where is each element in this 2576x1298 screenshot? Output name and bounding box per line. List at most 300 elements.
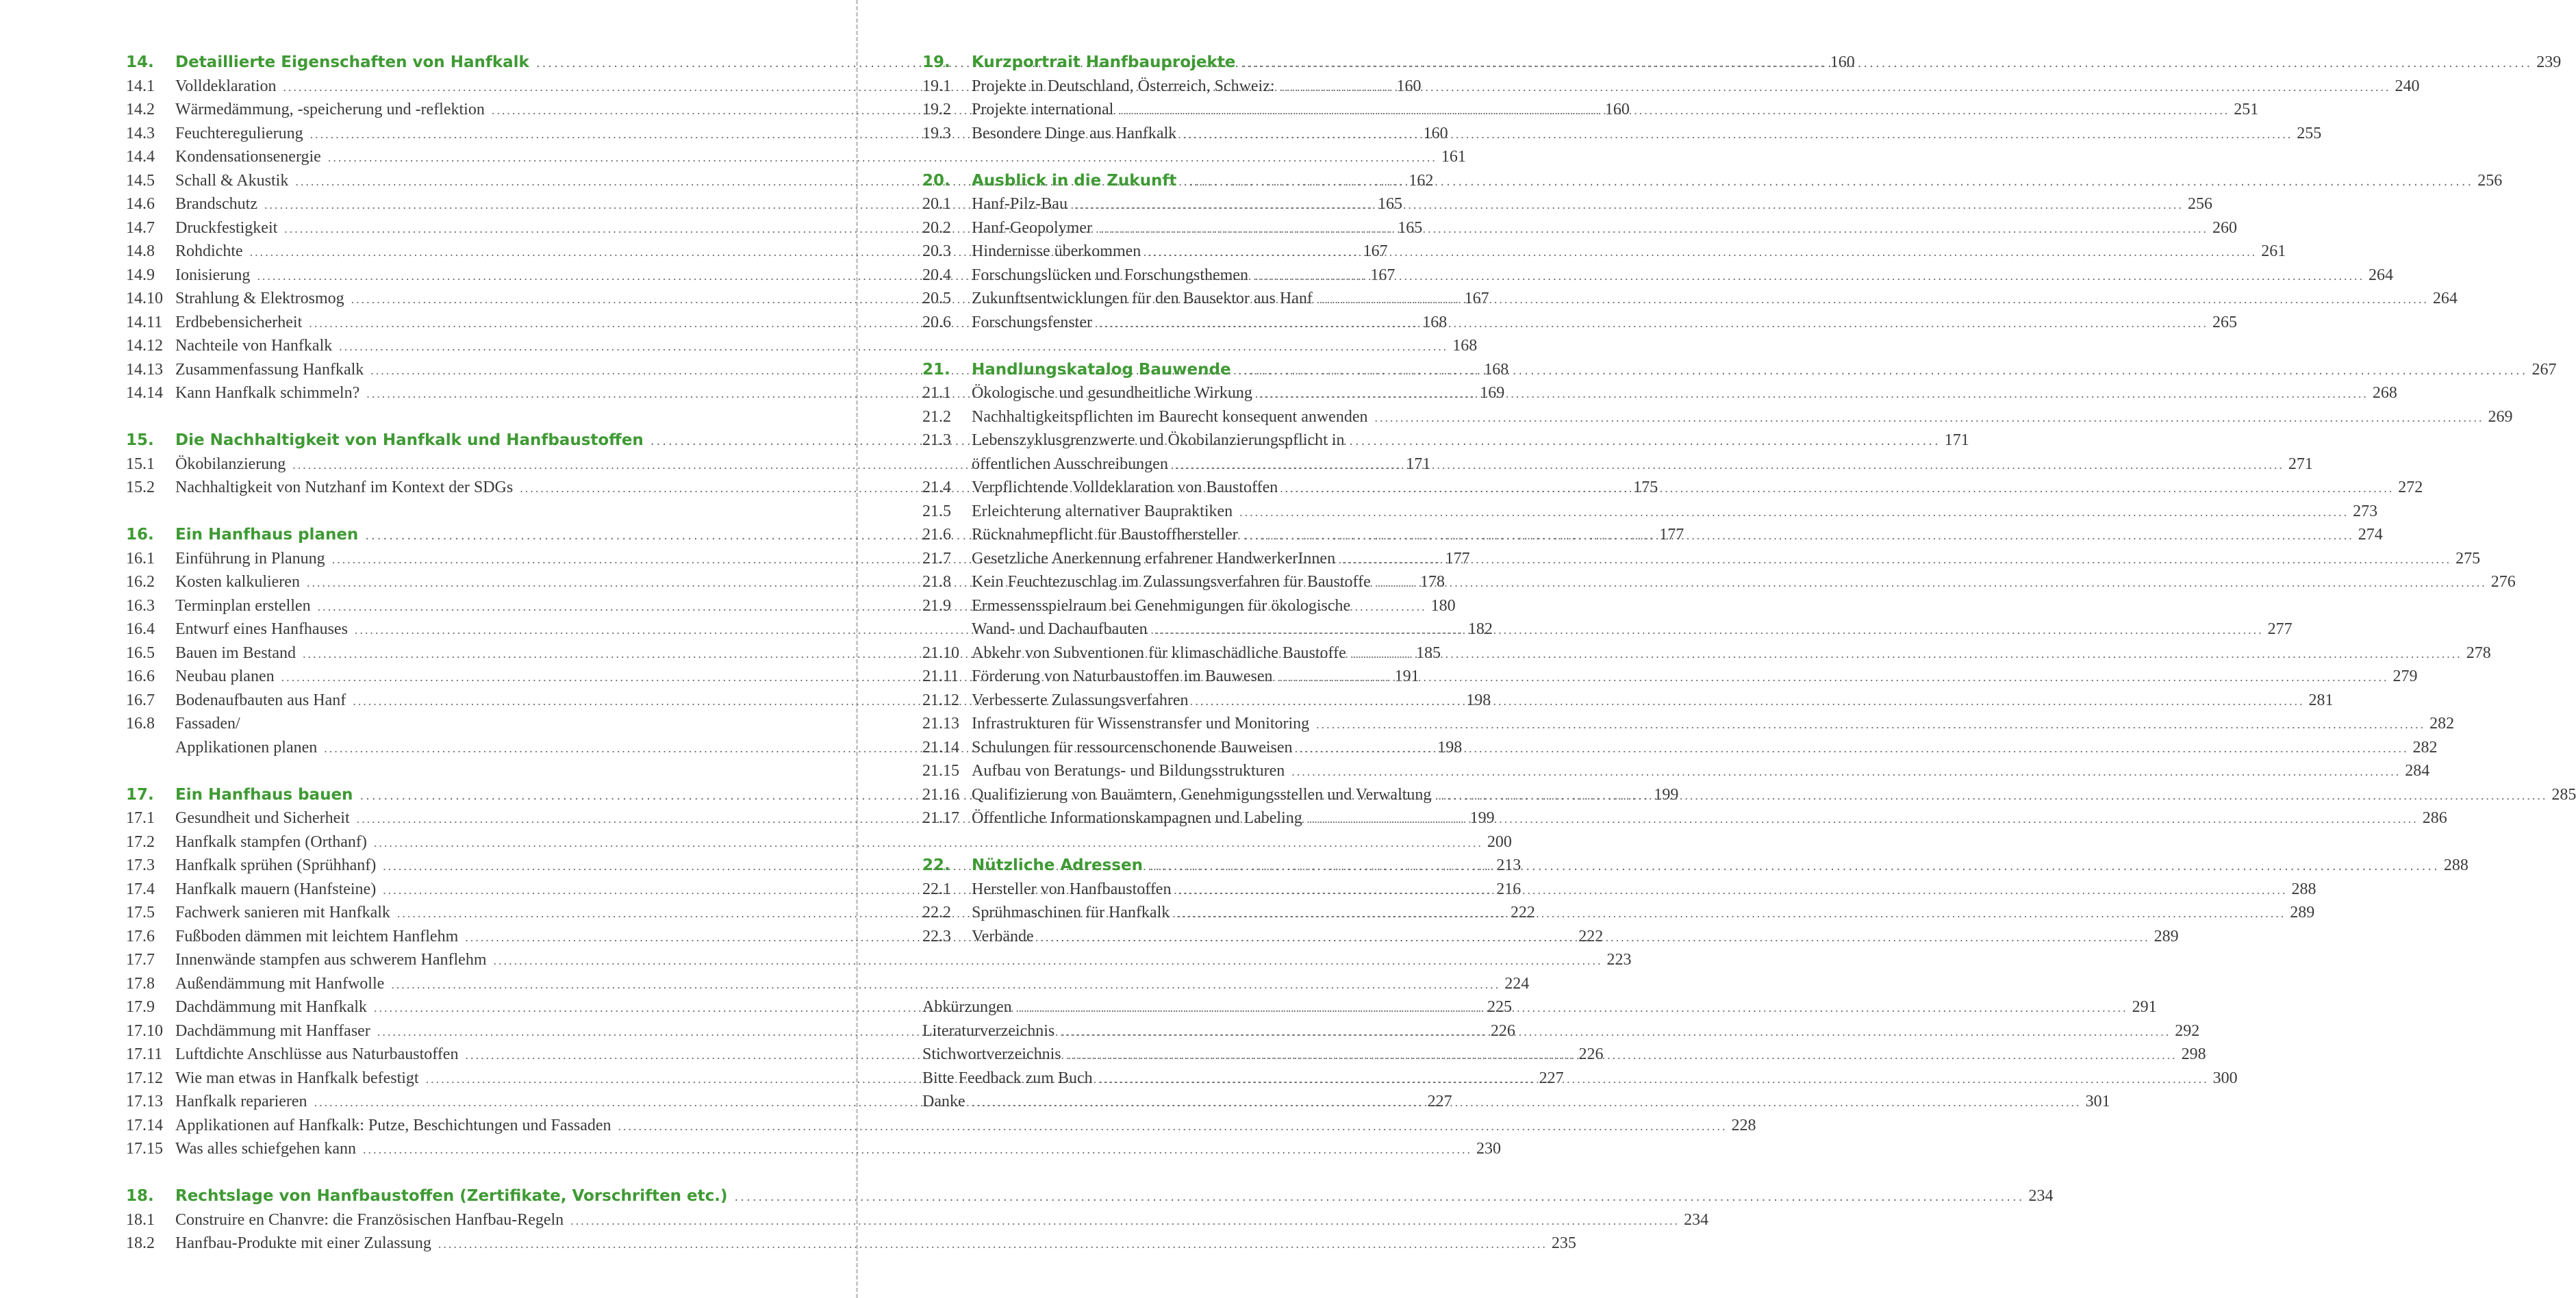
entry-number: 14. <box>126 53 154 71</box>
dot-leader <box>1183 123 2293 147</box>
entry-title: Rohdichte <box>175 242 243 260</box>
page-number: 264 <box>2432 290 2458 307</box>
page-number: 289 <box>2154 927 2179 945</box>
dot-leader <box>1120 99 2230 123</box>
toc-entry[interactable] <box>126 712 785 736</box>
toc-entry[interactable] <box>126 830 1512 854</box>
dot-leader <box>1300 737 2409 761</box>
entry-title: Ein Hanfhaus bauen <box>175 785 353 804</box>
appendix-entry[interactable] <box>922 1090 2110 1114</box>
entry-number: 17.4 <box>126 880 155 898</box>
entry-number: 22.2 <box>922 904 951 921</box>
page-number: 199 <box>1469 809 1495 827</box>
dot-leader <box>1041 926 2150 950</box>
page-number: 265 <box>2212 313 2237 331</box>
entry-number: 14.11 <box>126 313 163 331</box>
toc-entry[interactable] <box>922 878 2316 902</box>
page-number: 272 <box>2398 479 2423 496</box>
entry-title: Dachdämmung mit Hanfkalk <box>175 998 367 1016</box>
entry-title: Hanf-Pilz-Bau <box>972 195 1068 213</box>
entry-number: 17.2 <box>126 832 155 851</box>
entry-number: 21.2 <box>922 407 951 426</box>
entry-number: 16.8 <box>126 715 155 733</box>
dot-leader <box>1150 855 2440 879</box>
dot-leader <box>1279 665 2388 689</box>
appendix-entry[interactable] <box>922 1019 2200 1043</box>
page-number: 198 <box>1466 691 1491 709</box>
entry-number: 21.17 <box>922 809 959 827</box>
entry-title: Hindernisse überkommen <box>972 242 1141 260</box>
dot-leader <box>618 1115 1728 1138</box>
page-number: 167 <box>1464 290 1489 307</box>
dot-leader <box>1175 453 2284 477</box>
entry-title: Verpflichtende Volldeklaration von Baustoffen <box>972 479 1278 496</box>
dot-leader <box>1374 406 2484 430</box>
dot-leader <box>1342 548 2451 572</box>
entry-number: 14.8 <box>126 242 155 260</box>
dot-leader <box>1291 760 2401 784</box>
page-number: 230 <box>1476 1140 1501 1158</box>
entry-title: Volldeklaration <box>175 77 277 95</box>
entry-number: 15. <box>126 431 154 449</box>
entry-title: Infrastrukturen für Wissenstransfer und Monitoring <box>972 715 1310 733</box>
page-number: 273 <box>2353 502 2378 520</box>
toc-entry[interactable] <box>922 122 2322 146</box>
dot-leader <box>438 1232 1548 1256</box>
dot-leader <box>1099 217 2208 241</box>
entry-title: Erdbebensicherheit <box>175 313 303 331</box>
entry-number: 20.1 <box>922 195 951 213</box>
toc-entry[interactable] <box>922 287 2458 311</box>
entry-title: Kosten kalkulieren <box>175 573 300 591</box>
entry-number: 20.6 <box>922 313 951 331</box>
entry-title: Gesetzliche Anerkennung erfahrener HandwerkerInnen <box>972 549 1336 568</box>
entry-number: 21. <box>922 360 950 379</box>
entry-title: Hanf-Geopolymer <box>972 218 1092 237</box>
page-number: 274 <box>2358 526 2383 544</box>
page-number: 256 <box>2187 195 2212 213</box>
page-number: 281 <box>2308 691 2334 709</box>
entry-title: Ionisierung <box>175 266 251 284</box>
page-number: 279 <box>2392 667 2418 685</box>
entry-title: Projekte in Deutschland, Österreich, Schweiz: <box>972 77 1275 95</box>
entry-title: Terminplan erstellen <box>175 596 311 615</box>
entry-title: Verbesserte Zulassungsverfahren <box>972 691 1189 709</box>
entry-number: 21.7 <box>922 549 951 568</box>
entry-title: Zusammenfassung Hanfkalk <box>175 360 364 379</box>
toc-entry[interactable] <box>922 216 2237 240</box>
toc-entry[interactable] <box>922 665 2418 689</box>
entry-title: Schulungen für ressourcenschonende Bauweisen <box>972 738 1293 756</box>
page-number: 226 <box>1490 1021 1515 1040</box>
entry-number: 19. <box>922 53 950 71</box>
entry-title: Was alles schiefgehen kann <box>175 1140 356 1158</box>
page-number: 175 <box>1633 479 1658 496</box>
entry-title: Qualifizierung von Bauämtern, Genehmigungsstellen und Verwaltung <box>972 785 1432 804</box>
entry-number: 20.2 <box>922 218 951 237</box>
toc-entry[interactable] <box>922 547 2481 571</box>
page-number: 213 <box>1496 856 1521 874</box>
toc-entry[interactable] <box>922 500 2378 524</box>
chapter-heading[interactable] <box>126 1184 2054 1208</box>
page-number: 165 <box>1398 218 1423 237</box>
page-number: 269 <box>2488 407 2513 426</box>
entry-title: Strahlung & Elektrosmog <box>175 290 344 307</box>
entry-number: 14.9 <box>126 266 155 284</box>
entry-title: Erleichterung alternativer Baupraktiken <box>972 502 1233 520</box>
entry-title: Fassaden/ <box>175 715 240 733</box>
toc-entry[interactable] <box>922 712 2455 736</box>
dot-leader <box>1176 902 2286 926</box>
page-number: 240 <box>2395 77 2420 95</box>
entry-title: Construire en Chanvre: die Französischen Hanfbau-Regeln <box>175 1210 564 1229</box>
page-number: 198 <box>1437 738 1463 756</box>
entry-number: 18. <box>126 1187 154 1205</box>
toc-entry[interactable] <box>922 689 2334 713</box>
page-number: 278 <box>2466 644 2491 662</box>
entry-title: Stichwortverzeichnis <box>922 1045 1061 1063</box>
entry-title: Druckfestigkeit <box>175 218 278 237</box>
entry-title: Wand- und Dachaufbauten <box>972 620 1148 638</box>
toc-entry[interactable] <box>922 192 2212 216</box>
entry-title: Rücknahmepflicht für Baustoffhersteller <box>972 526 1238 544</box>
entry-number: 14.6 <box>126 195 155 213</box>
entry-number: 14.5 <box>126 171 155 190</box>
page-number: 199 <box>1654 785 1679 804</box>
entry-title: Ausblick in die Zukunft <box>972 171 1177 190</box>
page-number: 288 <box>2443 856 2468 874</box>
page-number: 165 <box>1377 195 1402 213</box>
entry-number: 21.15 <box>922 762 959 780</box>
appendix-entry[interactable] <box>922 995 2157 1019</box>
entry-title: Innenwände stampfen aus schwerem Hanflehm <box>175 951 487 969</box>
entry-number: 16.4 <box>126 620 155 638</box>
page-number: 276 <box>2490 573 2516 591</box>
page-number: 227 <box>1539 1069 1564 1087</box>
entry-number: 18.1 <box>126 1210 155 1229</box>
entry-title: Literaturverzeichnis <box>922 1021 1055 1040</box>
entry-title: Hanfkalk reparieren <box>175 1093 307 1110</box>
entry-title: öffentlichen Ausschreibungen <box>972 455 1168 473</box>
entry-number: 19.1 <box>922 77 951 95</box>
dot-leader <box>1196 689 2305 713</box>
page-number: 285 <box>2551 785 2576 804</box>
page-number: 160 <box>1396 77 1422 95</box>
dot-leader <box>363 1138 1472 1162</box>
dot-leader <box>1019 996 2128 1020</box>
dot-leader <box>1061 1020 2171 1044</box>
appendix-entry[interactable] <box>922 1067 2238 1091</box>
entry-number: 16.3 <box>126 596 155 615</box>
dot-leader <box>1316 713 2425 737</box>
entry-title: Handlungskatalog Bauwende <box>972 360 1231 379</box>
entry-title: Bauen im Bestand <box>175 644 296 662</box>
entry-number: 16.5 <box>126 644 155 662</box>
page-number: 282 <box>2412 738 2438 756</box>
toc-entry[interactable] <box>922 381 2397 405</box>
entry-title: Danke <box>922 1093 965 1110</box>
page-number: 178 <box>1419 573 1445 591</box>
entry-number: 21.12 <box>922 691 959 709</box>
entry-number: 17.9 <box>126 998 155 1016</box>
page-number: 160 <box>1604 101 1630 118</box>
page-number: 298 <box>2181 1045 2206 1063</box>
toc-chapter <box>126 1184 2054 1256</box>
page-number: 171 <box>1406 455 1431 473</box>
toc-entry[interactable] <box>922 806 2447 830</box>
entry-number: 17.8 <box>126 974 155 993</box>
entry-title: Hanfbau-Produkte mit einer Zulassung <box>175 1234 431 1252</box>
dot-leader <box>735 1186 2025 1210</box>
chapter-heading[interactable] <box>922 169 2503 193</box>
dot-leader <box>1238 359 2528 383</box>
toc-entry[interactable] <box>922 240 2286 264</box>
dot-leader <box>1282 75 2391 99</box>
dot-leader <box>972 1091 2082 1115</box>
page-number: 235 <box>1551 1234 1576 1252</box>
entry-title: Entwurf eines Hanfhauses <box>175 620 348 638</box>
page-number: 191 <box>1394 667 1419 685</box>
entry-title: Projekte international <box>972 101 1114 118</box>
dot-leader <box>1242 52 2532 76</box>
page-number: 264 <box>2368 266 2393 284</box>
entry-number: 17.15 <box>126 1140 163 1158</box>
toc-entry[interactable] <box>922 901 2315 925</box>
page-number: 286 <box>2422 809 2447 827</box>
toc-entry[interactable] <box>126 1114 1756 1138</box>
toc-entry[interactable] <box>922 264 2393 288</box>
page-number: 185 <box>1415 644 1441 662</box>
entry-title: Ökologische und gesundheitliche Wirkung <box>972 384 1252 402</box>
toc-entry[interactable] <box>126 1208 1709 1232</box>
dot-leader <box>1148 240 2257 264</box>
entry-title: Die Nachhaltigkeit von Hanfkalk und Hanfbaustoffen <box>175 431 644 449</box>
page-number: 160 <box>1423 124 1448 142</box>
entry-number: 20.4 <box>922 266 951 284</box>
entry-title: Kein Feuchtezuschlag im Zulassungsverfahren für Baustoffe <box>972 573 1371 591</box>
entry-number: 16.2 <box>126 573 155 591</box>
toc-entry[interactable] <box>126 334 1478 358</box>
entry-title: Hersteller von Hanfbaustoffen <box>972 880 1172 898</box>
dot-leader <box>1154 618 2264 642</box>
toc-entry[interactable] <box>922 759 2430 783</box>
entry-number: 21.1 <box>922 384 951 402</box>
entry-number: 20. <box>922 171 950 190</box>
entry-number: 20.3 <box>922 242 951 260</box>
entry-number: 17.3 <box>126 856 155 874</box>
page-number: 168 <box>1484 360 1509 379</box>
toc-entry[interactable] <box>922 641 2491 665</box>
entry-number: 21.11 <box>922 667 959 685</box>
entry-title: Hanfkalk mauern (Hanfsteine) <box>175 880 377 898</box>
entry-number: 18.2 <box>126 1234 155 1252</box>
page-number: 224 <box>1504 974 1530 993</box>
entry-number: 17.13 <box>126 1093 163 1110</box>
page-number: 222 <box>1510 904 1535 921</box>
entry-number: 15.2 <box>126 479 155 496</box>
entry-title: Öffentliche Informationskampagnen und Labeling <box>972 809 1302 827</box>
entry-number: 17.12 <box>126 1069 163 1087</box>
entry-title: Förderung von Naturbaustoffen im Bauwesen <box>972 667 1273 685</box>
dot-leader <box>1100 1067 2209 1091</box>
entry-number: 20.5 <box>922 290 951 307</box>
page-number: 161 <box>1441 148 1466 166</box>
toc-entry-continuation[interactable] <box>922 453 2313 476</box>
toc-entry-continuation[interactable] <box>922 618 2293 641</box>
page-number: 260 <box>2212 218 2237 237</box>
page-number: 169 <box>1480 384 1505 402</box>
toc-chapter <box>922 854 2468 948</box>
entry-number: 14.1 <box>126 77 155 95</box>
page-number: 177 <box>1659 526 1684 544</box>
toc-entry[interactable] <box>922 429 1582 453</box>
page-number: 226 <box>1578 1045 1604 1063</box>
entry-title: Nachteile von Hanfkalk <box>175 337 333 355</box>
entry-title: Applikationen planen <box>175 738 318 756</box>
page-number: 234 <box>1684 1210 1709 1229</box>
dot-leader <box>1099 311 2208 335</box>
entry-number: 17.14 <box>126 1116 163 1134</box>
page-number: 168 <box>1452 337 1478 355</box>
page-number: 162 <box>1409 171 1434 190</box>
entry-number: 21.5 <box>922 502 951 520</box>
entry-number: 21.3 <box>922 431 951 449</box>
page-number: 255 <box>2297 124 2322 142</box>
dot-leader <box>1438 784 2547 808</box>
page-number: 168 <box>1422 313 1448 331</box>
entry-number: 16. <box>126 526 154 544</box>
toc-entry[interactable] <box>922 594 1582 618</box>
entry-title: Besondere Dinge aus Hanfkalk <box>972 124 1177 142</box>
toc-entry[interactable] <box>922 75 2420 99</box>
page-number: 182 <box>1467 620 1493 638</box>
page-number: 268 <box>2372 384 2397 402</box>
entry-title: Applikationen auf Hanfkalk: Putze, Beschichtungen und Fassaden <box>175 1116 611 1134</box>
chapter-heading[interactable] <box>922 854 2468 878</box>
entry-number: 14.13 <box>126 360 163 379</box>
dot-leader <box>570 1209 1680 1233</box>
entry-title: Nützliche Adressen <box>972 856 1143 874</box>
entry-title: Kondensationsenergie <box>175 148 321 166</box>
entry-number: 14.10 <box>126 290 163 307</box>
entry-title: Ökobilanzierung <box>175 455 286 473</box>
page-number: 291 <box>2132 998 2157 1016</box>
dot-leader <box>1353 642 2462 666</box>
entry-number: 14.2 <box>126 101 155 118</box>
page-number: 300 <box>2212 1069 2238 1087</box>
entry-number: 17.7 <box>126 951 155 969</box>
page-number: 177 <box>1445 549 1470 568</box>
page-number: 167 <box>1363 242 1388 260</box>
toc-entry[interactable] <box>126 1232 1576 1256</box>
entry-title: Bodenaufbauten aus Hanf <box>175 691 346 709</box>
entry-number: 17.1 <box>126 809 155 827</box>
entry-title: Brandschutz <box>175 195 257 213</box>
entry-title: Bitte Feedback zum Buch <box>922 1069 1093 1087</box>
toc-entry[interactable] <box>126 972 1530 996</box>
dot-leader <box>1183 170 2473 194</box>
entry-number: 14.14 <box>126 384 163 402</box>
toc-entry[interactable] <box>126 1137 1501 1161</box>
entry-title: Außendämmung mit Hanfwolle <box>175 974 385 993</box>
entry-title: Fachwerk sanieren mit Hanfkalk <box>175 904 390 921</box>
page-number: 261 <box>2261 242 2286 260</box>
dot-leader <box>1319 288 2429 311</box>
entry-title: Sprühmaschinen für Hanfkalk <box>972 904 1170 921</box>
toc-entry[interactable] <box>126 948 1632 972</box>
entry-number: 14.3 <box>126 124 155 142</box>
entry-title: Schall & Akustik <box>175 171 289 190</box>
toc-entry[interactable] <box>126 145 1466 169</box>
entry-number: 21.6 <box>922 526 951 544</box>
entry-title: Kurzportrait Hanfbauprojekte <box>972 53 1236 71</box>
dot-leader <box>1178 878 2287 902</box>
entry-title: Hanfkalk stampfen (Orthanf) <box>175 832 367 851</box>
entry-number: 17.10 <box>126 1021 163 1040</box>
page-number: 289 <box>2290 904 2315 921</box>
entry-title: Kann Hanfkalk schimmeln? <box>175 384 360 402</box>
page-number: 251 <box>2234 101 2259 118</box>
page-number: 284 <box>2405 762 2430 780</box>
entry-title: Ein Hanfhaus planen <box>175 526 359 544</box>
chapter-heading[interactable] <box>922 358 2557 382</box>
page-number: 180 <box>1430 596 1456 615</box>
entry-title: Fußboden dämmen mit leichtem Hanflehm <box>175 927 459 945</box>
page-number: 277 <box>2267 620 2293 638</box>
dot-leader <box>1239 500 2349 524</box>
page-number: 228 <box>1731 1116 1756 1134</box>
entry-title: Nachhaltigkeitspflichten im Baurecht konsequent anwenden <box>972 407 1368 426</box>
entry-title: Wie man etwas in Hanfkalk befestigt <box>175 1069 419 1087</box>
entry-number: 21.10 <box>922 644 959 662</box>
page-number: 200 <box>1487 832 1512 851</box>
entry-number: 14.12 <box>126 337 163 355</box>
toc-chapter <box>922 169 2503 335</box>
entry-number: 14.7 <box>126 218 155 237</box>
page-number: 222 <box>1578 927 1604 945</box>
entry-title: Luftdichte Anschlüsse aus Naturbaustoffen <box>175 1045 459 1063</box>
entry-title: Detaillierte Eigenschaften von Hanfkalk <box>175 53 529 71</box>
entry-title: Neubau planen <box>175 667 275 685</box>
page-number: 216 <box>1496 880 1521 898</box>
page-number: 167 <box>1370 266 1396 284</box>
entry-title: Dachdämmung mit Hanffaser <box>175 1021 370 1040</box>
entry-number: 22.1 <box>922 880 951 898</box>
page-number: 301 <box>2085 1093 2110 1110</box>
page-number: 225 <box>1487 998 1512 1016</box>
entry-number: 16.6 <box>126 667 155 685</box>
entry-title: Hanfkalk sprühen (Sprühhanf) <box>175 856 377 874</box>
entry-number: 16.7 <box>126 691 155 709</box>
entry-number: 15.1 <box>126 455 155 473</box>
toc-entry[interactable] <box>922 736 2438 760</box>
entry-title: Forschungslücken und Forschungsthemen <box>972 266 1248 284</box>
dot-leader <box>1309 807 2419 831</box>
entry-number: 21.4 <box>922 479 951 496</box>
entry-number: 14.4 <box>126 148 155 166</box>
page-number: 282 <box>2429 715 2455 733</box>
entry-title: Rechtslage von Hanfbaustoffen (Zertifikate, Vorschriften etc.) <box>175 1187 728 1205</box>
entry-title: Ermessensspielraum bei Genehmigungen für ökologische <box>972 596 1351 615</box>
page-number: 275 <box>2455 549 2481 568</box>
entry-number: 21.13 <box>922 715 959 733</box>
toc-entry[interactable] <box>922 405 2513 429</box>
toc-entry[interactable] <box>922 311 2237 335</box>
toc-entry[interactable] <box>922 570 2516 594</box>
entry-number: 17.6 <box>126 927 155 945</box>
entry-title: Aufbau von Beratungs- und Bildungsstrukturen <box>972 762 1285 780</box>
entry-number: 21.9 <box>922 596 951 615</box>
